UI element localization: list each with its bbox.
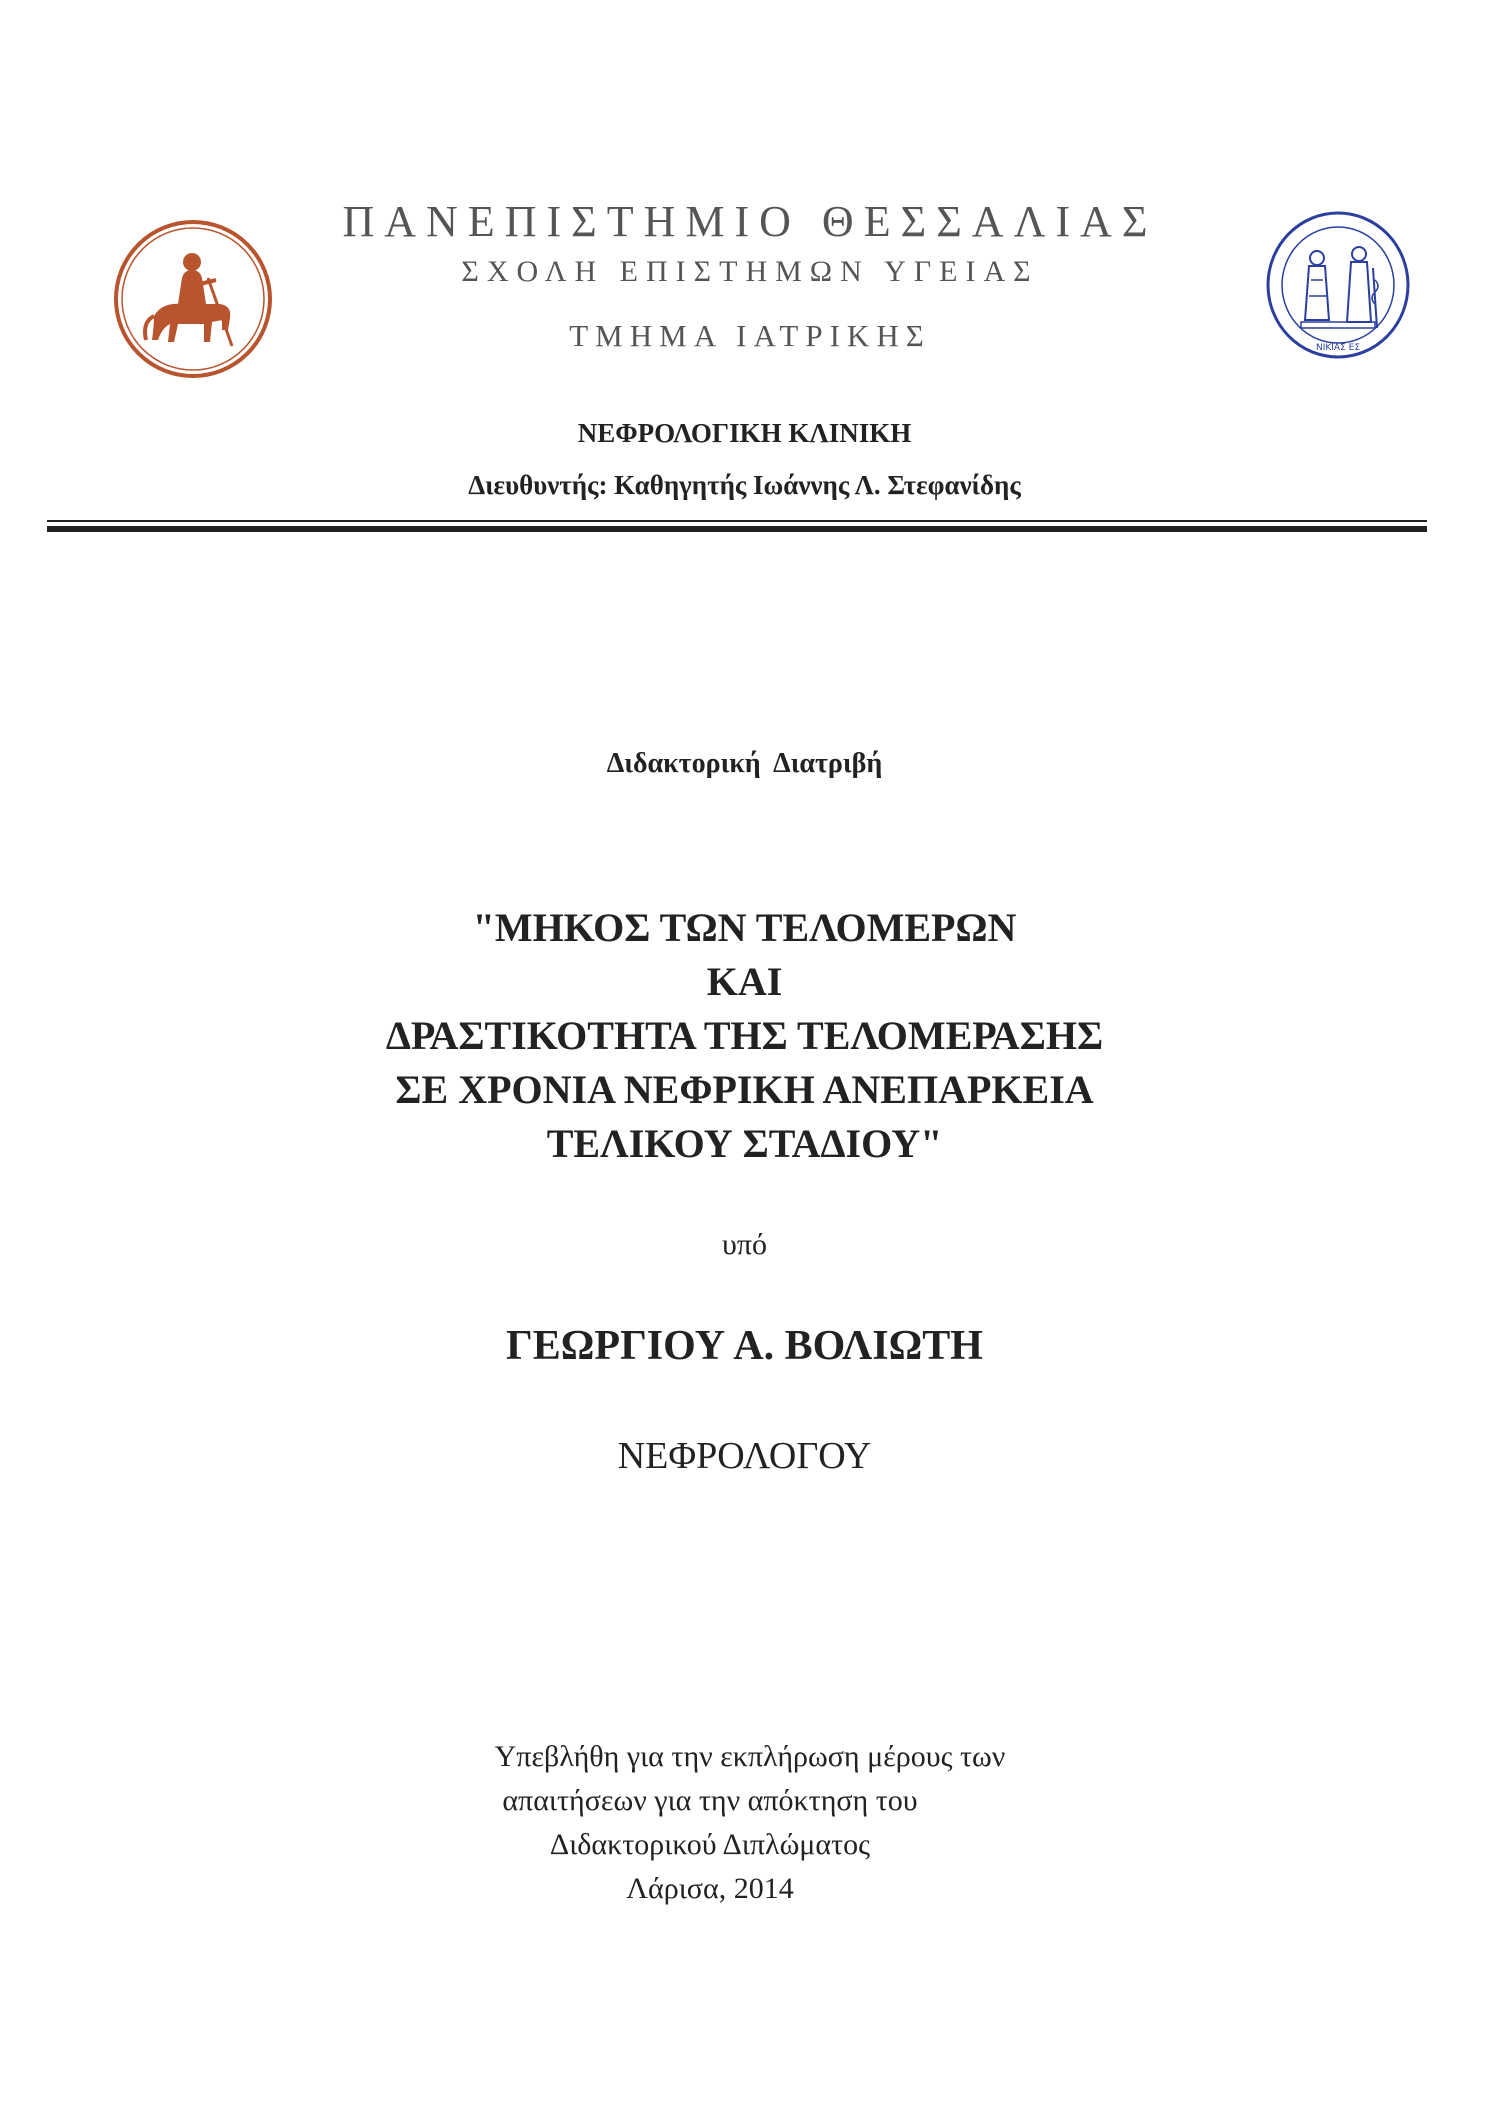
title-line: ΣΕ ΧΡΟΝΙΑ ΝΕΦΡΙΚΗ ΑΝΕΠΑΡΚΕΙΑ	[395, 1067, 1094, 1112]
submission-line: Διδακτορικού Διπλώματος	[549, 1828, 871, 1861]
submission-line: απαιτήσεων για την απόκτηση του	[502, 1784, 918, 1817]
title-line: ΔΡΑΣΤΙΚΟΤΗΤΑ ΤΗΣ ΤΕΛΟΜΕΡΑΣΗΣ	[385, 1013, 1104, 1058]
header-divider-thick	[47, 526, 1427, 532]
author-name: ΓΕΩΡΓΙΟΥ Α. ΒΟΛΙΩΤΗ	[506, 1323, 983, 1369]
document-type: Διδακτορική Διατριβή	[606, 748, 883, 779]
by-label: υπό	[722, 1228, 767, 1261]
clinic-director: Διευθυντής: Καθηγητής Ιωάννης Λ. Στεφανίδης	[468, 470, 1021, 500]
header-divider-thin	[47, 520, 1427, 522]
university-name: ΠΑΝΕΠΙΣΤΗΜΙΟ ΘΕΣΣΑΛΙΑΣ	[342, 197, 1158, 246]
centaur-seal-icon	[112, 218, 274, 380]
title-line: ΤΕΛΙΚΟΥ ΣΤΑΔΙΟΥ"	[546, 1121, 943, 1166]
department-name: ΤΜΗΜΑ ΙΑΤΡΙΚΗΣ	[569, 318, 931, 353]
medical-school-seal-icon	[1265, 210, 1411, 360]
submission-line: Λάρισα, 2014	[626, 1872, 794, 1905]
seal-bottom-text: ΝΙΚΙΑΣ ΕΣ	[1315, 343, 1361, 353]
submission-line: Υπεβλήθη για την εκπλήρωση μέρους των	[494, 1740, 1006, 1773]
clinic-name: ΝΕΦΡΟΛΟΓΙΚΗ ΚΛΙΝΙΚΗ	[577, 418, 912, 448]
author-role: ΝΕΦΡΟΛΟΓΟΥ	[617, 1435, 872, 1477]
title-line: "ΜΗΚΟΣ ΤΩΝ ΤΕΛΟΜΕΡΩΝ	[472, 905, 1017, 950]
title-line: ΚΑΙ	[706, 959, 783, 1004]
school-name: ΣΧΟΛΗ ΕΠΙΣΤΗΜΩΝ ΥΓΕΙΑΣ	[461, 255, 1039, 288]
